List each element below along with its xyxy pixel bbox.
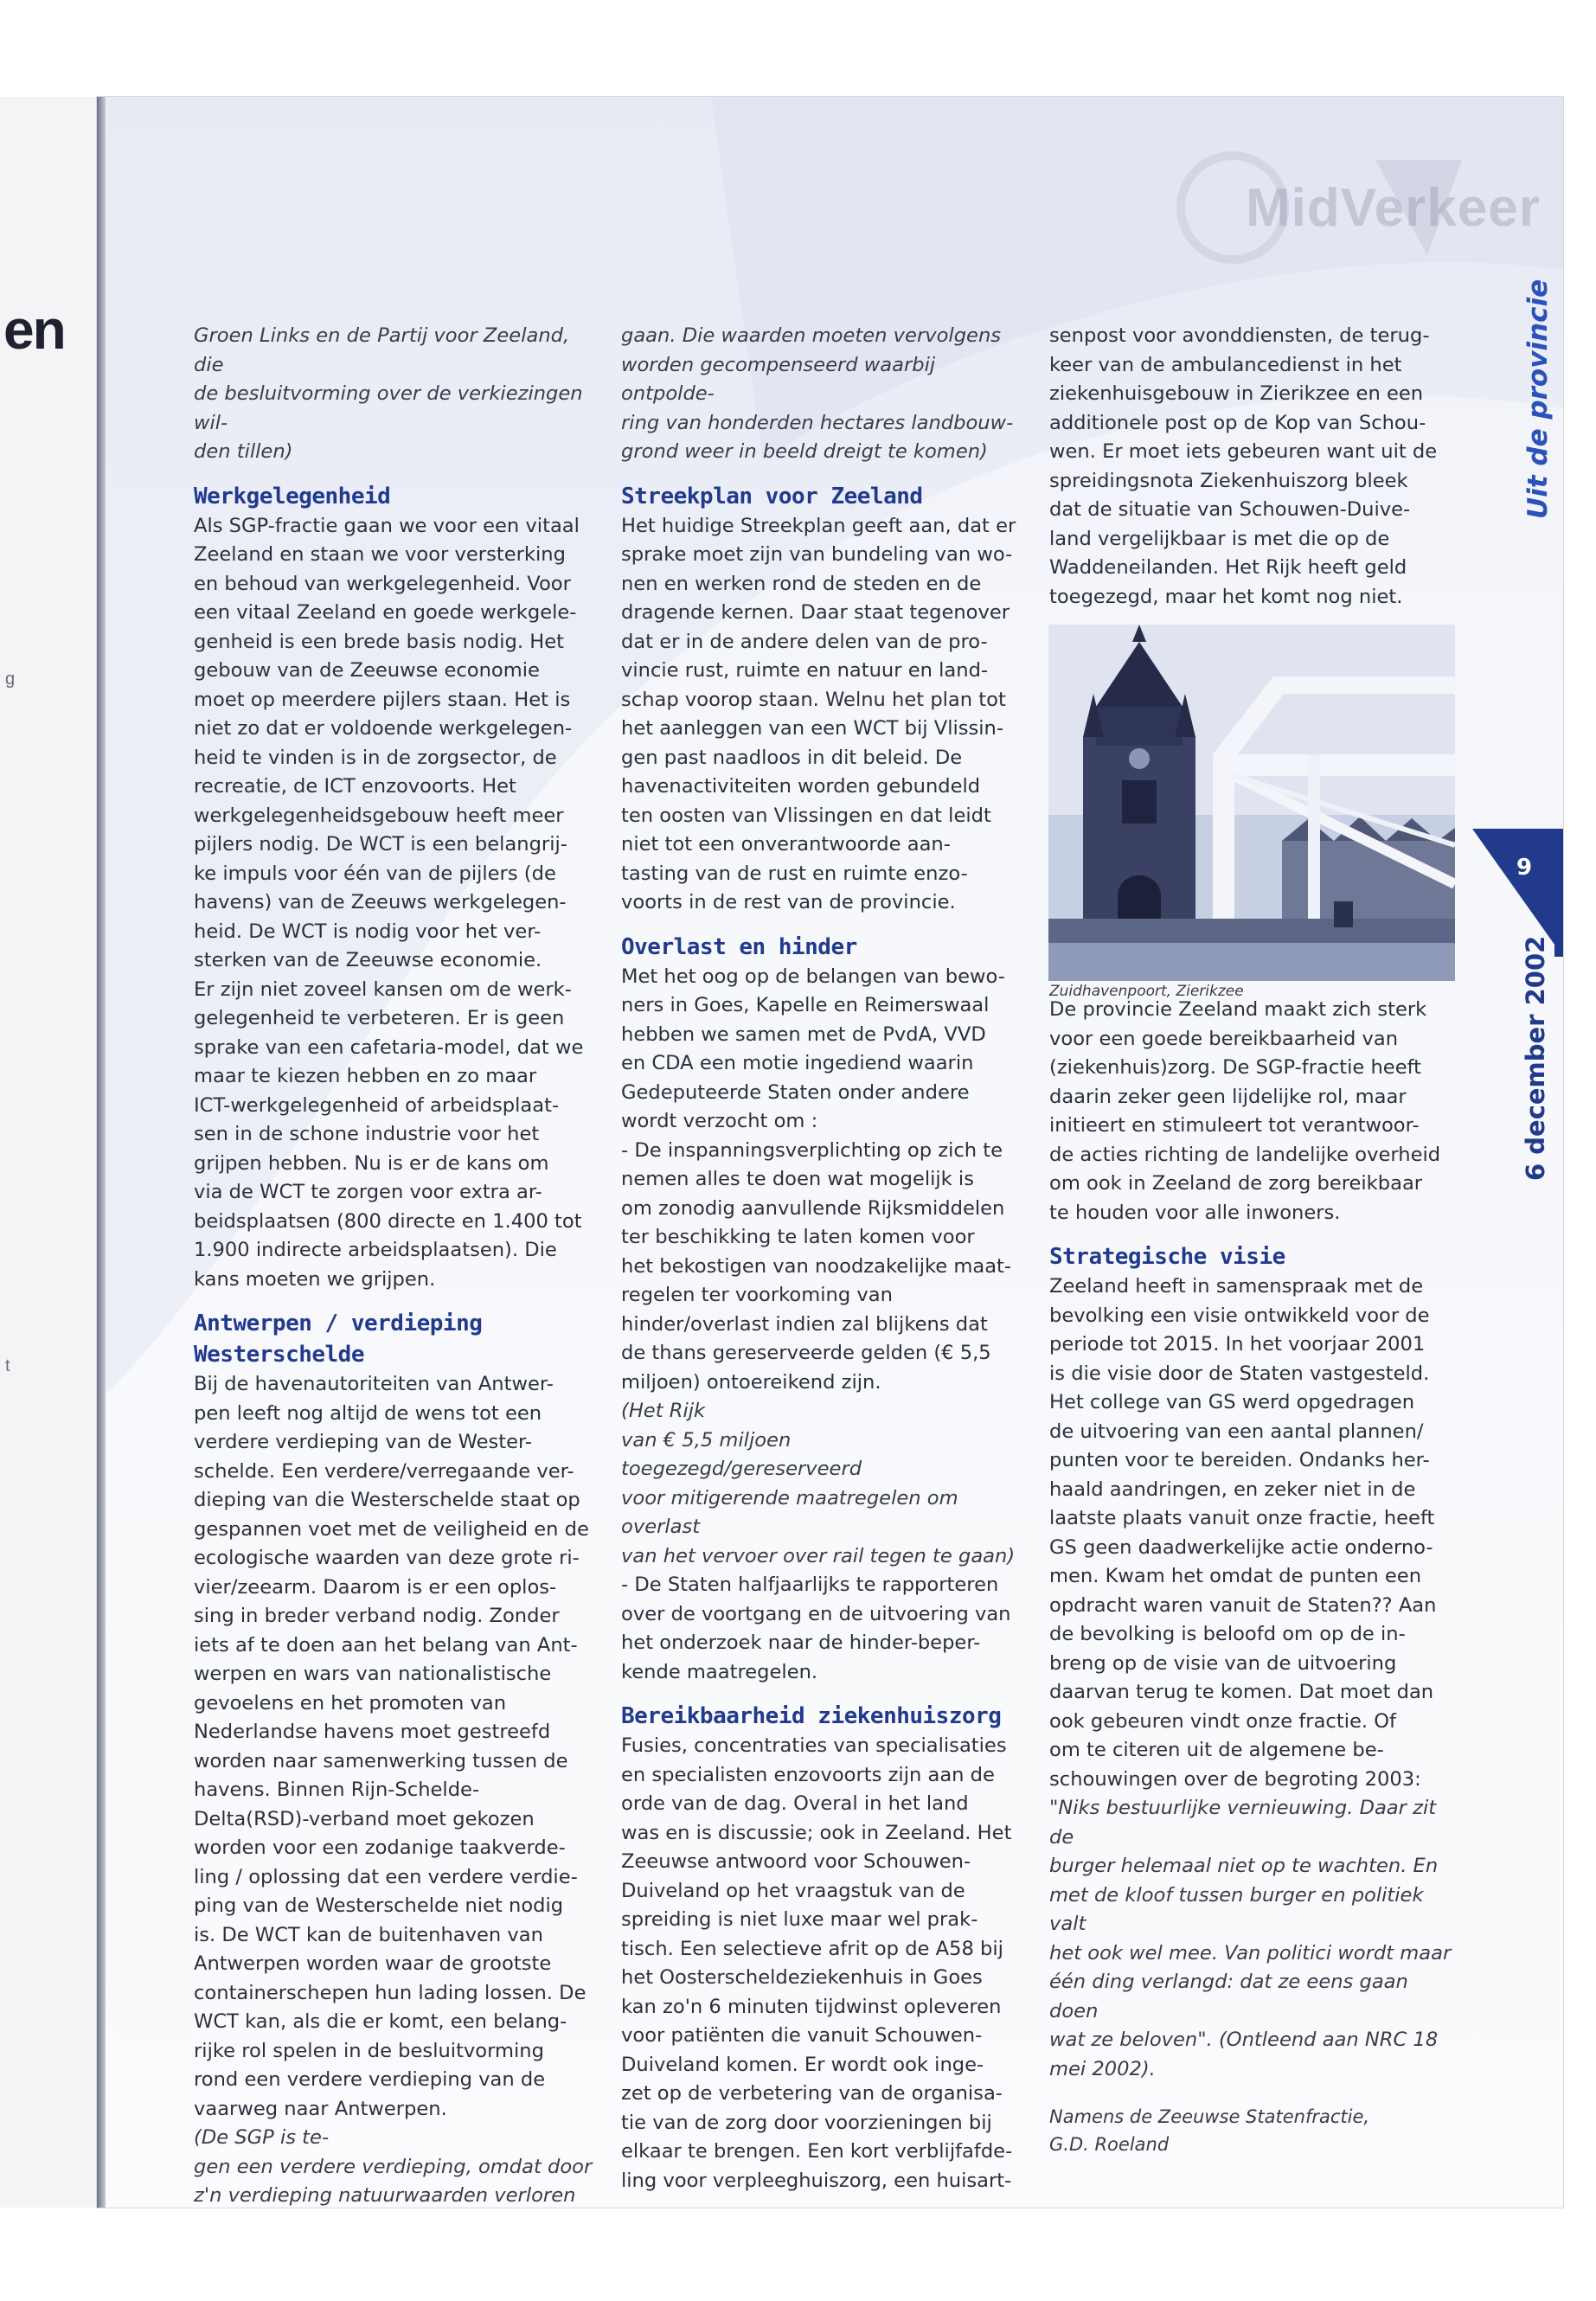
intro-text: Groen Links en de Partij voor Zeeland, die de besluitvorming over de verkiezingen wil- den tillen) <box>194 324 583 463</box>
watermark-text: MidVerkeer <box>1246 178 1541 238</box>
quote-text: "Niks bestuurlijke vernieuwing. Daar zit de burger helemaal niet op te wachten. En met de kloof tussen burger en politiek valt het ook wel mee. Van politici wordt maar één ding verlangd: dat ze eens gaan doen wat ze beloven". (Ontleend aan NRC 18 mei 2002). <box>1049 1797 1452 2080</box>
column-continuation-text: senpost voor avonddiensten, de terug- keer van de ambulancedienst in het ziekenhuisgebouw in Zierikzee en een additionele post op de Kop van Schou- wen. Er moet iets gebeuren want uit de spreidingsnota Ziekenhuiszorg bleek dat de situatie van Schouwen-Duive- land vergelijkbaar is met die op de Waddeneilanden. Het Rijk heeft geld toegezegd, maar het komt nog niet. <box>1049 324 1438 608</box>
previous-page-heading-fragment: en <box>3 298 65 361</box>
previous-page-text-fragment: t <box>5 1356 10 1375</box>
photo-caption: Zuidhavenpoort, Zierikzee <box>1049 983 1244 1000</box>
section-body: Zeeland heeft in samenspraak met de bevolking een visie ontwikkeld voor de periode tot 2015. In het voorjaar 2001 is die visie door de Staten vastgesteld. Het college van GS werd opgedragen de uitvoering van een aantal plannen/ punten voor te bereiden. Ondanks her- haald aandringen, en zeker niet in de laatste plaats vanuit onze fractie, heeft GS geen daadwerkelijke actie onderno- men. Kwam het omdat de punten een opdracht waren vanuit de Staten?? Aan de bevolking is beloofd om op de in- breng op de visie van de uitvoering daarvan terug te komen. Dat moet dan ook gebeuren vindt onze fractie. Of om te citeren uit de algemene be- schouwingen over de begroting 2003: <box>1049 1275 1437 1791</box>
previous-page-text-fragment: g <box>5 670 16 689</box>
zuidhavenpoort-photo <box>1048 625 1455 981</box>
article-column-1 <box>194 322 593 2211</box>
section-heading: Bereikbaarheid ziekenhuiszorg <box>621 1703 1002 1729</box>
section-body: Als SGP-fractie gaan we voor een vitaal Zeeland en staan we voor versterking en behoud van werkgelegenheid. Voor een vitaal Zeeland en goede werkgele- genheid is een brede basis nodig. Het gebouw van de Zeeuwse economie moet op meerdere pijlers staan. Het is niet zo dat er voldoende werkgelegen- heid te vinden is in de zorgsector, de recreatie, de ICT enzovoorts. Het werkgelegenheidsgebouw heeft meer pijlers nodig. De WCT is een belangrij- ke impuls voor één van de pijlers (de havens) van de Zeeuws werkgelegen- heid. De WCT is nodig voor het ver- sterken van de Zeeuwse economie. Er zijn niet zoveel kansen om de werk- gelegenheid te verbeteren. Er is geen sprake van een cafetaria-model, dat we maar te kiezen hebben en zo maar ICT-werkgelegenheid of arbeidsplaat- sen in de schone industrie voor het grijpen hebben. Nu is er de kans om via de WCT te zorgen voor extra ar- beidsplaatsen (800 directe en 1.400 tot 1.900 indirecte arbeidsplaatsen). Die kans moeten we grijpen. <box>194 514 584 1291</box>
section-body: Het huidige Streekplan geeft aan, dat er sprake moet zijn van bundeling van wo- nen en werken rond de steden en de dragende kernen. Daar staat tegenover dat er in de andere delen van de pro- vincie rust, ruimte en natuur en land- schap voorop staan. Welnu het plan tot het aanleggen van een WCT bij Vlissin- gen past naadloos in dit beleid. De havenactiviteiten worden gebundeld ten oosten van Vlissingen en dat leidt niet tot een onverantwoorde aan- tasting van de rust en ruimte enzo- voorts in de rest van de provincie. <box>621 514 1016 913</box>
section-heading: Werkgelegenheid <box>194 483 391 510</box>
section-heading: Antwerpen / verdieping Westerschelde <box>194 1311 483 1368</box>
section-heading: Strategische visie <box>1049 1244 1285 1270</box>
section-italic-note: (De SGP is te- gen een verdere verdieping, omdat door z'n verdieping natuurwaarden verloren <box>194 2126 593 2207</box>
page-spine <box>97 97 106 2208</box>
section-label: Uit de provincie <box>1522 279 1554 519</box>
section-body: Fusies, concentraties van specialisaties en specialisten enzovoorts zijn aan de orde van de dag. Overal in het land was en is discussie; ook in Zeeland. Het Zeeuwse antwoord voor Schouwen- Duiveland op het vraagstuk van de spreiding is niet luxe maar wel prak- tisch. Een selectieve afrit op de A58 bij het Oosterscheldeziekenhuis in Goes kan zo'n 6 minuten tijdwinst opleveren voor patiënten die vanuit Schouwen- Duiveland komen. Er wordt ook inge- zet op de verbetering van de organisa- tie van de zorg door voorzieningen bij elkaar te brengen. Een kort verblijfafde- ling voor verpleeghuiszorg, een huisart- <box>621 1734 1013 2192</box>
page-number: 9 <box>1516 855 1533 881</box>
signature-line: Namens de Zeeuwse Statenfractie, <box>1049 2106 1370 2127</box>
section-body: Met het oog op de belangen van bewo- ners in Goes, Kapelle en Reimerswaal hebben we samen met de PvdA, VVD en CDA een motie ingediend waarin Gedeputeerde Staten onder andere wordt verzocht om : - De inspanningsverplichting op zich te nemen alles te doen wat mogelijk is om zonodig aanvullende Rijksmiddelen ter beschikking te laten komen voor het bekostigen van noodzakelijke maat- regelen ter voorkoming van hinder/overlast indien zal blijkens dat de thans gereserveerde gelden (€ 5,5 miljoen) ontoereikend zijn. <box>621 965 1012 1394</box>
section-body: Bij de havenautoriteiten van Antwer- pen leeft nog altijd de wens tot een verdere verdieping van de Wester- schelde. Een verdere/verregaande ver- dieping van die Westerschelde staat op gespannen voet met de veiligheid en de ecologische waarden van deze grote ri- vier/zeearm. Daarom is er een oplos- sing in breder verband nodig. Zonder iets af te doen aan het belang van Ant- werpen en wars van nationalistische gevoelens en het promoten van Nederlandse havens moet gestreefd worden naar samenwerking tussen de havens. Binnen Rijn-Schelde- Delta(RSD)-verband moet gekozen worden voor een zodanige taakverde- ling / oplossing dat een verdere verdie- ping van de Westerschelde niet nodig is. De WCT kan de buitenhaven van Antwerpen worden waar de grootste containerschepen hun lading lossen. De WCT kan, als die er komt, een belang- rijke rol spelen in de besluitvorming rond een verdere verdieping van de vaarweg naar Antwerpen. <box>194 1373 589 2120</box>
issue-date: 6 december 2002 <box>1521 935 1550 1181</box>
section-italic-note: (Het Rijk van € 5,5 miljoen toegezegd/gereserveerd voor mitigerende maatregelen om overlast van het vervoer over rail tegen te gaan) <box>621 1400 1016 1567</box>
section-heading: Overlast en hinder <box>621 933 857 960</box>
article-column-3 <box>1049 322 1458 2158</box>
previous-page-edge <box>0 97 102 2208</box>
section-body-continued: - De Staten halfjaarlijks te rapporteren over de voortgang en de uitvoering van het onderzoek naar de hinder-beper- kende maatregelen. <box>621 1574 1011 1683</box>
section-heading: Streekplan voor Zeeland <box>621 483 923 510</box>
intro-text: gaan. Die waarden moeten vervolgens worden gecompenseerd waarbij ontpolde- ring van honderden hectares landbouw- grond weer in beeld dreigt te komen) <box>621 324 1014 463</box>
article-column-2 <box>621 322 1026 2195</box>
signature-name: G.D. Roeland <box>1049 2134 1170 2155</box>
paragraph-after-photo: De provincie Zeeland maakt zich sterk voor een goede bereikbaarheid van (ziekenhuis)zorg. De SGP-fractie heeft daarin zeker geen lijdelijke rol, maar initieert en stimuleert tot verantwoor- de acties richting de landelijke overheid om ook in Zeeland de zorg bereikbaar te houden voor alle inwoners. <box>1049 998 1441 1224</box>
